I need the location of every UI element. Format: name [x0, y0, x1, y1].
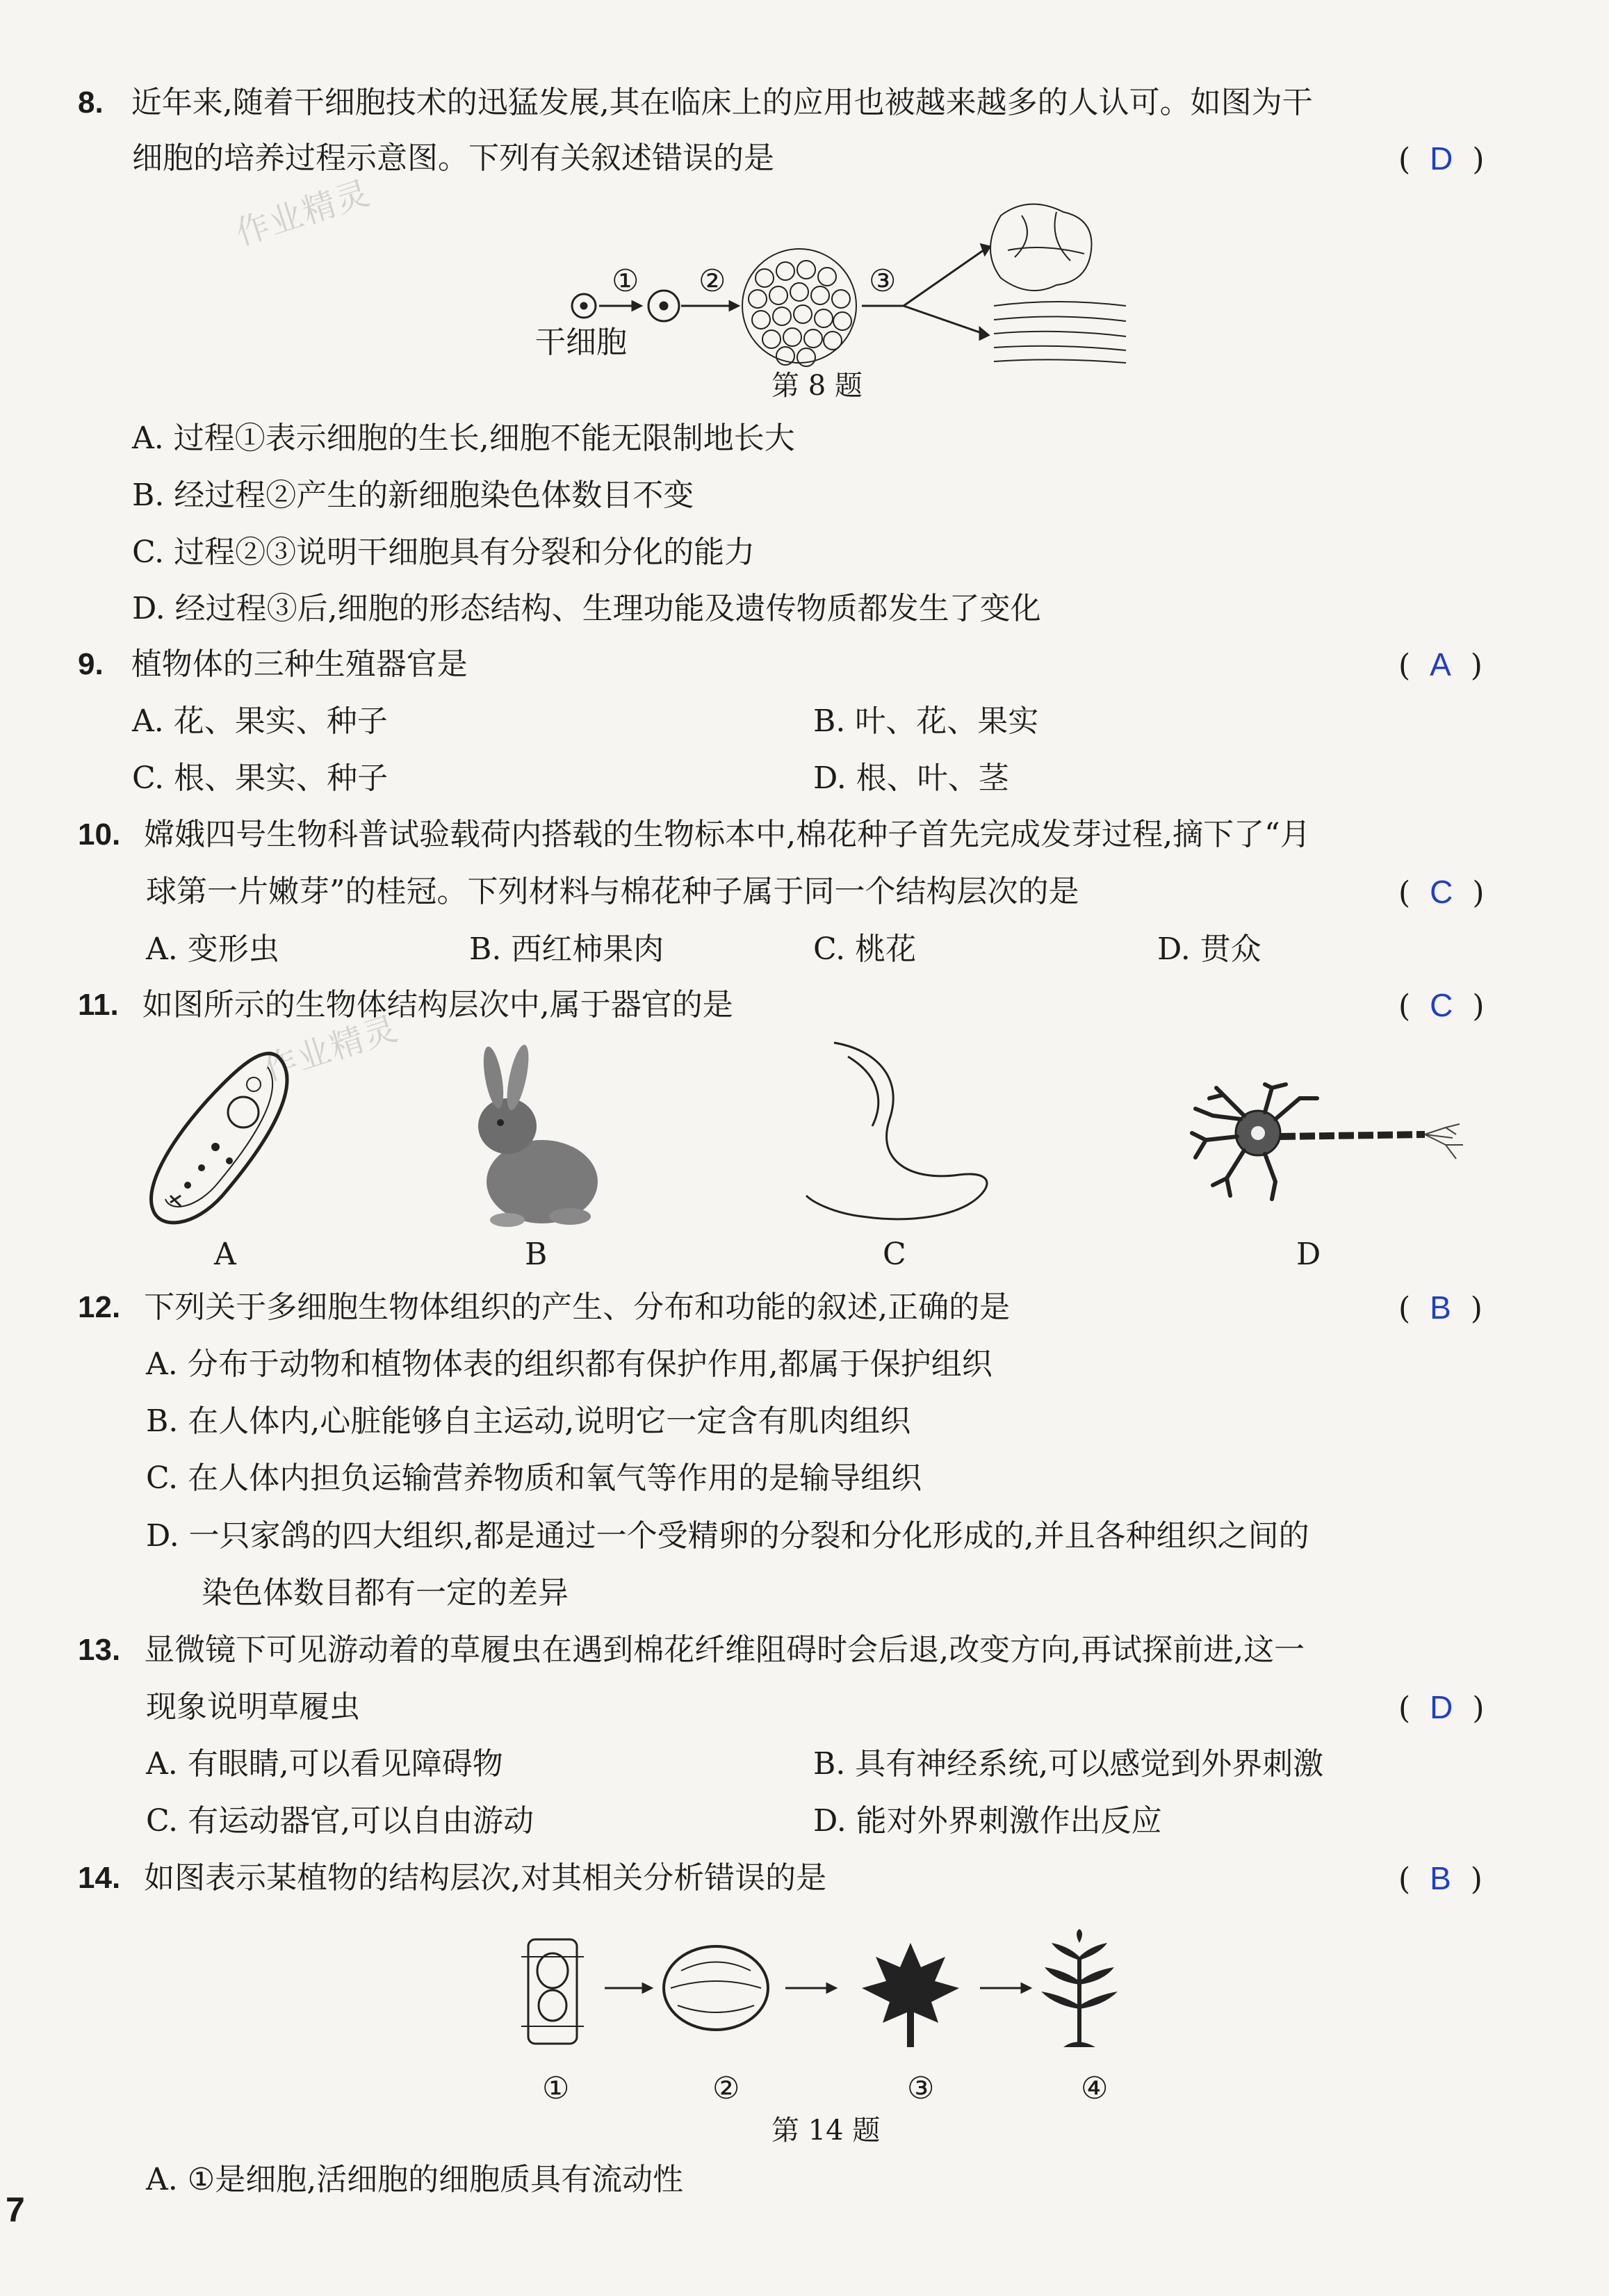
option-d: D. 根、叶、茎 — [813, 760, 1009, 796]
paramecium-drawing — [139, 1043, 313, 1237]
answer: D — [1430, 1689, 1453, 1725]
watermark: 作业精灵 — [231, 173, 376, 254]
figure-label-2: ② — [712, 2071, 740, 2106]
question-text: 显微镜下可见游动着的草履虫在遇到棉花纤维阻碍时会后退,改变方向,再试探前进,这一 — [144, 1632, 1305, 1668]
question-text: 如图所示的生物体结构层次中,属于器官的是 — [142, 987, 733, 1023]
figure-label-d: D — [1296, 1237, 1321, 1272]
question-11 — [78, 986, 733, 1025]
figure-label-3: ③ — [907, 2071, 935, 2106]
option-c: C. 桃花 — [813, 931, 917, 967]
option-a: A. ①是细胞,活细胞的细胞质具有流动性 — [146, 2162, 684, 2197]
step-label-2: ② — [699, 263, 726, 299]
question-number: 9. — [78, 647, 104, 681]
question-text: 嫦娥四号生物科普试验载荷内搭载的生物标本中,棉花种子首先完成发芽过程,摘下了“月 — [144, 817, 1311, 852]
option-c: C. 根、果实、种子 — [132, 760, 389, 796]
answer: B — [1430, 1860, 1451, 1896]
option-a: A. 变形虫 — [146, 931, 279, 967]
question-text-cont: 细胞的培养过程示意图。下列有关叙述错误的是 — [132, 140, 774, 176]
answer: D — [1430, 140, 1453, 177]
question-14 — [78, 1859, 826, 1898]
answer: C — [1430, 874, 1453, 910]
question-9 — [78, 645, 468, 684]
answer: B — [1430, 1289, 1451, 1326]
question-number: 11. — [78, 988, 119, 1022]
question-number: 10. — [78, 817, 121, 852]
option-c: C. 过程②③说明干细胞具有分裂和分化的能力 — [132, 535, 756, 570]
question-number: 13. — [78, 1633, 121, 1667]
question-text: 近年来,随着干细胞技术的迅猛发展,其在临床上的应用也被越来越多的人认可。如图为干 — [131, 85, 1313, 120]
plant-hierarchy-diagram — [514, 1929, 1140, 2054]
question-number: 12. — [78, 1290, 121, 1324]
question-text-cont: 现象说明草履虫 — [146, 1689, 360, 1725]
answer-box: ( C ) — [1398, 987, 1485, 1024]
question-12 — [78, 1288, 1010, 1327]
option-d: D. 能对外界刺激作出反应 — [813, 1803, 1162, 1839]
neuron-drawing — [1182, 1084, 1473, 1210]
figure-label-b: B — [525, 1237, 548, 1272]
question-10 — [78, 815, 1311, 854]
option-b: B. 具有神经系统,可以感觉到外界刺激 — [813, 1746, 1324, 1782]
stem-cell-label: 干细胞 — [535, 325, 627, 360]
figure-label-4: ④ — [1081, 2071, 1109, 2106]
answer-box: ( D ) — [1398, 140, 1485, 177]
question-text-cont: 球第一片嫩芽”的桂冠。下列材料与棉花种子属于同一个结构层次的是 — [146, 874, 1079, 909]
answer: C — [1430, 987, 1453, 1023]
question-text: 下列关于多细胞生物体组织的产生、分布和功能的叙述,正确的是 — [144, 1289, 1011, 1325]
answer-box: ( B ) — [1398, 1860, 1483, 1897]
figure-label-a: A — [214, 1237, 236, 1272]
option-b: B. 叶、花、果实 — [813, 703, 1039, 739]
question-13 — [78, 1631, 1305, 1670]
answer-box: ( A ) — [1398, 646, 1483, 683]
answer-box: ( D ) — [1398, 1689, 1485, 1726]
option-c: C. 有运动器官,可以自由游动 — [146, 1803, 534, 1839]
option-b: B. 西红柿果肉 — [469, 931, 664, 967]
option-d: D. 贯众 — [1157, 931, 1261, 967]
option-a: A. 过程①表示细胞的生长,细胞不能无限制地长大 — [132, 421, 795, 456]
option-d: D. 经过程③后,细胞的形态结构、生理功能及遗传物质都发生了变化 — [132, 591, 1041, 626]
answer-box: ( B ) — [1398, 1289, 1483, 1326]
option-a: A. 花、果实、种子 — [132, 703, 388, 739]
figure-label-c: C — [883, 1237, 906, 1272]
option-d-cont: 染色体数目都有一定的差异 — [202, 1575, 569, 1611]
rabbit-photo — [466, 1050, 605, 1230]
option-b: B. 经过程②产生的新细胞染色体数目不变 — [132, 478, 694, 513]
option-c: C. 在人体内担负运输营养物质和氧气等作用的是输导组织 — [146, 1460, 922, 1496]
answer: A — [1430, 646, 1451, 683]
stomach-drawing — [806, 1036, 1001, 1230]
figure-label-1: ① — [542, 2071, 570, 2106]
question-number: 8. — [78, 86, 104, 120]
option-a: A. 分布于动物和植物体表的组织都有保护作用,都属于保护组织 — [146, 1346, 993, 1382]
question-number: 14. — [78, 1861, 121, 1895]
question-text: 植物体的三种生殖器官是 — [131, 646, 468, 682]
option-d: D. 一只家鸽的四大组织,都是通过一个受精卵的分裂和分化形成的,并且各种组织之间的 — [146, 1518, 1309, 1554]
watermark: 作业精灵 — [259, 1009, 404, 1089]
step-label-1: ① — [612, 263, 639, 299]
option-a: A. 有眼睛,可以看见障碍物 — [146, 1746, 503, 1782]
figure-caption: 第 8 题 — [771, 370, 863, 402]
option-b: B. 在人体内,心脏能够自主运动,说明它一定含有肌肉组织 — [146, 1403, 911, 1439]
step-label-3: ③ — [869, 263, 897, 299]
answer-box: ( C ) — [1398, 874, 1485, 911]
page-number: 7 — [6, 2190, 25, 2229]
question-text: 如图表示某植物的结构层次,对其相关分析错误的是 — [144, 1860, 827, 1896]
question-8 — [78, 83, 1313, 122]
figure-caption: 第 14 题 — [771, 2115, 881, 2147]
